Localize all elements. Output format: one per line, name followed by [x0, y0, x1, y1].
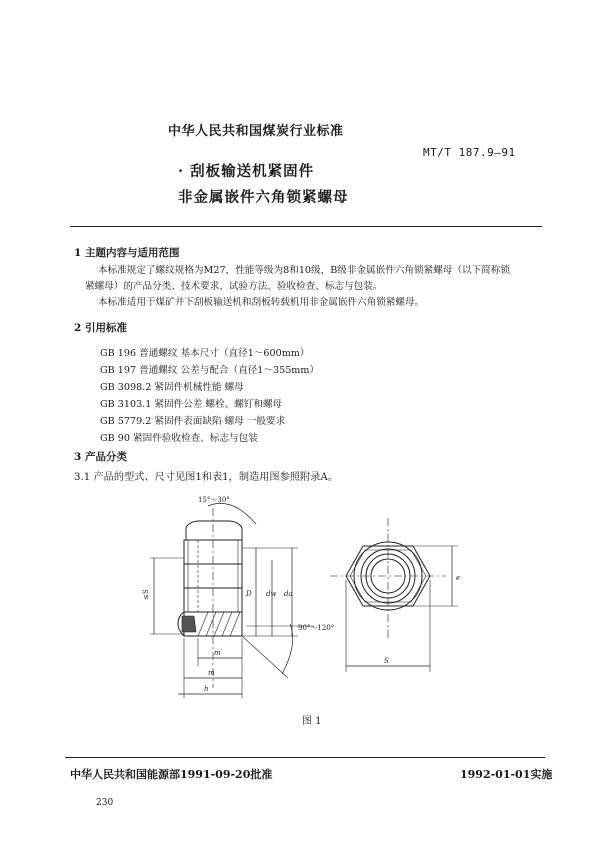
- section-1-para1-line1: 本标准规定了螺纹规格为M27，性能等级为8和10级，B级非金属嵌件六角锁紧螺母（以下简称锁: [98, 265, 510, 276]
- header-rule: [70, 226, 542, 227]
- figure-label-S: S: [384, 657, 389, 665]
- reference-item: GB 5779.2 紧固件表面缺陷 螺母 一般要求: [100, 416, 286, 427]
- figure-label-dw: dw: [266, 590, 277, 598]
- figure-label-angle-side: 90°～120°: [298, 624, 335, 632]
- section-1-para1-line2: 紧螺母）的产品分类、技术要求、试验方法、验收检查、标志与包装。: [85, 281, 383, 292]
- reference-item: GB 3098.2 紧固件机械性能 螺母: [100, 382, 244, 393]
- figure-1-caption: 图 1: [302, 716, 322, 727]
- page-number: 230: [96, 798, 114, 808]
- figure-label-angle-top: 15°～30°: [198, 496, 230, 504]
- section-1-heading: 1 主题内容与适用范围: [74, 247, 180, 259]
- figure-label-mprime: m′: [214, 649, 223, 657]
- section-3-heading: 3 产品分类: [74, 451, 127, 463]
- reference-item: GB 3103.1 紧固件公差 螺栓、螺钉和螺母: [100, 399, 283, 410]
- section-1-para2: 本标准适用于煤矿井下刮板输送机和刮板转载机用非金属嵌件六角锁紧螺母。: [98, 297, 425, 308]
- figure-label-h: h: [204, 685, 209, 693]
- figure-label-e: e: [456, 574, 461, 582]
- figure-1-nut-drawing: [138, 488, 498, 706]
- reference-item: GB 90 紧固件验收检查、标志与包装: [100, 433, 258, 444]
- figure-label-da: da: [284, 590, 293, 598]
- document-title-line2: 非金属嵌件六角锁紧螺母: [178, 189, 349, 206]
- reference-item: GB 197 普通螺纹 公差与配合（直径1～355mm）: [100, 365, 320, 376]
- document-title-line1: · 刮板输送机紧固件: [178, 163, 315, 180]
- reference-item: GB 196 普通螺纹 基本尺寸（直径1～600mm）: [100, 348, 310, 359]
- standard-code: MT/T 187.9—91: [423, 146, 516, 159]
- approval-statement: 中华人民共和国能源部1991-09-20批准: [70, 768, 273, 781]
- figure-label-left: ≤S: [142, 589, 150, 600]
- section-2-heading: 2 引用标准: [74, 322, 127, 334]
- footer-rule: [65, 757, 545, 758]
- section-3-1-text: 3.1 产品的型式、尺寸见图1和表1，制造用图参照附录A。: [74, 472, 338, 483]
- figure-label-D: D: [246, 590, 252, 598]
- effective-date: 1992-01-01实施: [460, 768, 553, 781]
- issuing-organization: 中华人民共和国煤炭行业标准: [168, 124, 344, 139]
- figure-label-m: m: [208, 669, 215, 677]
